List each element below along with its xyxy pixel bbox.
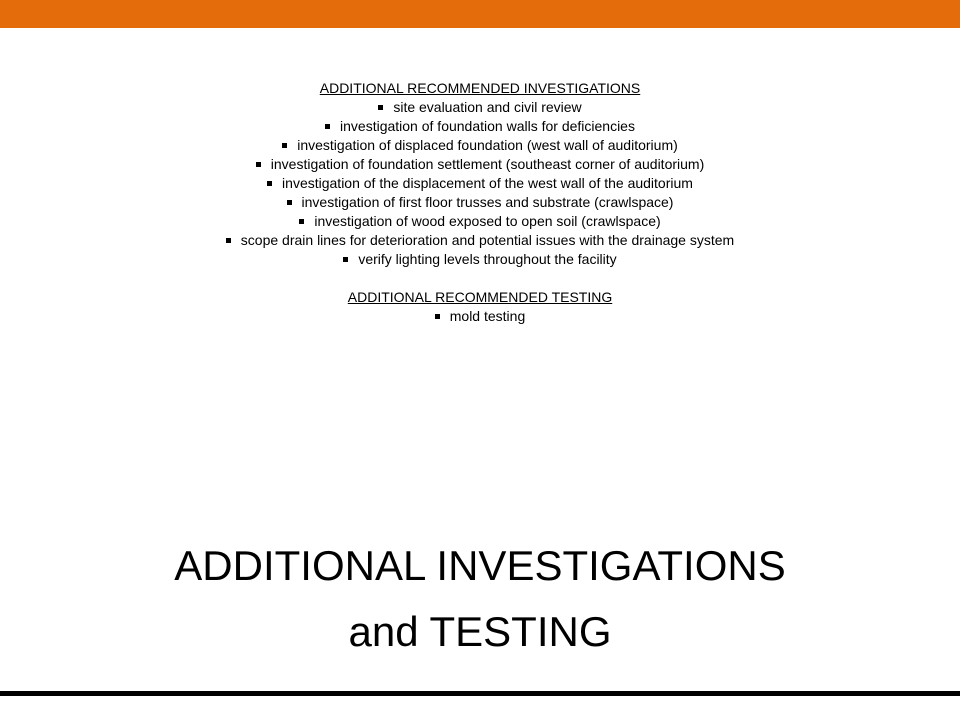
investigations-heading: ADDITIONAL RECOMMENDED INVESTIGATIONS	[319, 80, 641, 96]
square-bullet-icon	[378, 105, 383, 110]
list-item-text: scope drain lines for deterioration and potential issues with the drainage system	[240, 232, 735, 248]
testing-heading: ADDITIONAL RECOMMENDED TESTING	[347, 289, 613, 305]
list-item-text: verify lighting levels throughout the facility	[358, 251, 617, 267]
square-bullet-icon	[267, 181, 272, 186]
list-item	[0, 117, 960, 136]
square-bullet-icon	[282, 143, 287, 148]
square-bullet-icon	[226, 238, 231, 243]
list-item-text: investigation of the displacement of the west wall of the auditorium	[282, 175, 693, 191]
bottom-divider	[0, 691, 960, 696]
list-item	[0, 307, 960, 326]
list-item	[0, 174, 960, 193]
square-bullet-icon	[287, 200, 292, 205]
square-bullet-icon	[299, 219, 304, 224]
list-item	[0, 212, 960, 231]
list-item	[0, 193, 960, 212]
square-bullet-icon	[343, 257, 348, 262]
list-item-text: mold testing	[449, 308, 526, 324]
list-item	[0, 136, 960, 155]
list-item	[0, 250, 960, 269]
list-item-text: investigation of foundation settlement (southeast corner of auditorium)	[270, 156, 705, 172]
investigations-section	[0, 79, 960, 269]
top-accent-bar	[0, 0, 960, 28]
square-bullet-icon	[435, 314, 440, 319]
investigations-list	[0, 98, 960, 269]
square-bullet-icon	[325, 124, 330, 129]
list-item	[0, 98, 960, 117]
square-bullet-icon	[256, 162, 261, 167]
slide-title	[0, 533, 960, 665]
list-item-text: site evaluation and civil review	[393, 99, 582, 115]
list-item-text: investigation of foundation walls for deficiencies	[340, 118, 635, 134]
list-item-text: investigation of wood exposed to open soil (crawlspace)	[314, 213, 661, 229]
list-item-text: investigation of first floor trusses and substrate (crawlspace)	[301, 194, 674, 210]
testing-section	[0, 288, 960, 326]
list-item	[0, 155, 960, 174]
slide-title-line-1: ADDITIONAL INVESTIGATIONS	[174, 542, 786, 589]
testing-list	[0, 307, 960, 326]
list-item-text: investigation of displaced foundation (west wall of auditorium)	[297, 137, 678, 153]
slide-title-line-2: and TESTING	[348, 608, 612, 655]
list-item	[0, 231, 960, 250]
